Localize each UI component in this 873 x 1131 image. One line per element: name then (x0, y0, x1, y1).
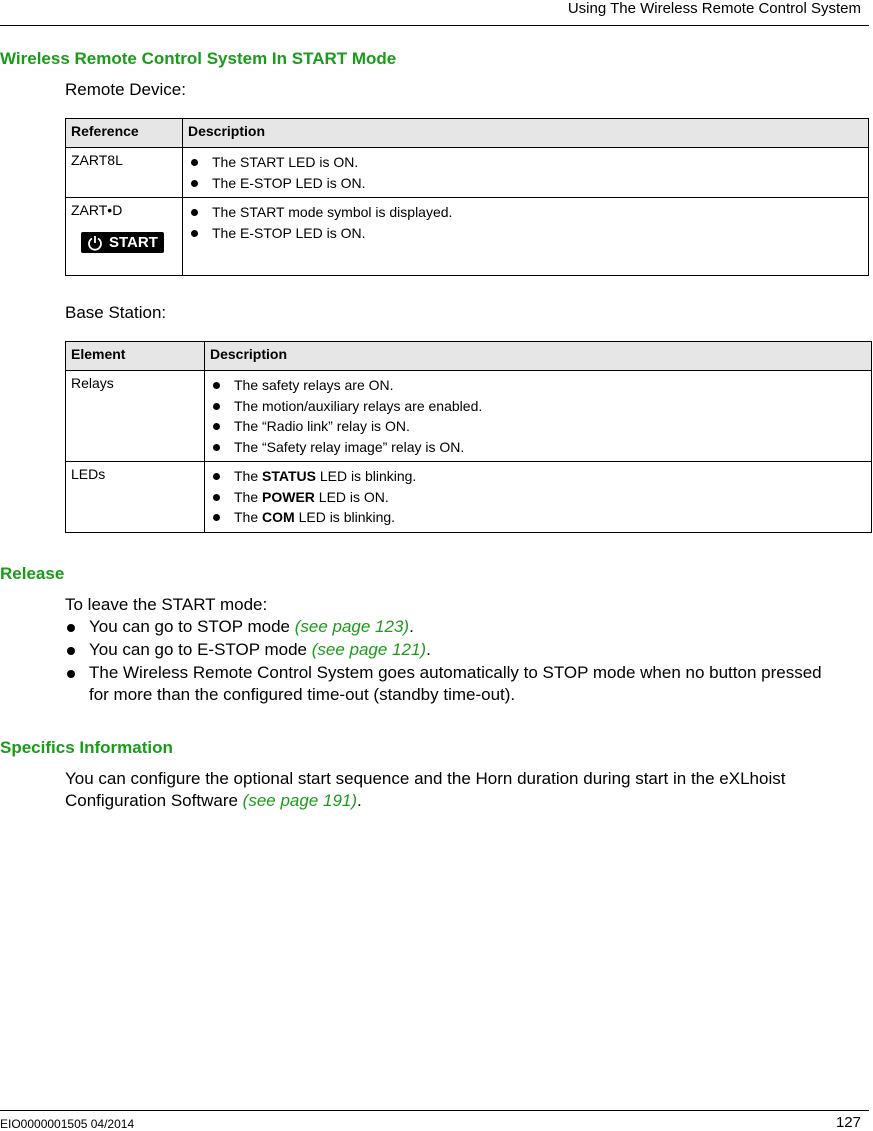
item-text: . (409, 617, 414, 636)
remote-device-table (65, 118, 869, 276)
led-name: POWER (262, 488, 315, 505)
paragraph-text: You can configure the optional start sequence and the Horn duration during start in the eXLhoist Configuration Software (65, 769, 786, 810)
description-list (188, 152, 863, 193)
reference-cell (66, 198, 183, 276)
list-item: The “Radio link” relay is ON. (210, 416, 866, 437)
item-text: The (234, 468, 263, 484)
column-header-reference: Reference (66, 119, 183, 148)
table-row (66, 371, 872, 462)
power-icon (87, 235, 103, 251)
release-intro: To leave the START mode: (65, 595, 268, 614)
list-item: The E-STOP LED is ON. (188, 173, 863, 194)
section-title-specifics: Specifics Information (0, 738, 173, 757)
paragraph-text: . (357, 791, 362, 810)
base-station-table (65, 341, 872, 533)
list-item: The E-STOP LED is ON. (188, 223, 863, 244)
base-station-label: Base Station: (65, 303, 167, 322)
release-list (65, 616, 845, 707)
column-header-description: Description (183, 119, 869, 148)
item-text: LED is blinking. (294, 509, 396, 525)
reference-cell: ZART8L (66, 148, 183, 198)
see-page-191-link[interactable]: (see page 191) (242, 791, 358, 810)
column-header-element: Element (66, 342, 205, 371)
column-header-description: Description (205, 342, 872, 371)
list-item (210, 466, 866, 487)
item-text: LED is blinking. (315, 468, 417, 484)
description-cell (205, 462, 872, 533)
specifics-paragraph (65, 768, 865, 812)
item-text: The (234, 488, 263, 505)
description-cell (183, 198, 869, 276)
list-item: The motion/auxiliary relays are enabled. (210, 396, 866, 417)
item-text: . (426, 640, 431, 659)
item-text: You can go to STOP mode (89, 617, 295, 636)
table-row (66, 148, 869, 198)
element-cell: Relays (66, 371, 205, 462)
list-item: The safety relays are ON. (210, 375, 866, 396)
list-item (65, 616, 845, 638)
table-header-row (66, 119, 869, 148)
description-list (188, 202, 863, 243)
description-cell (205, 371, 872, 462)
description-list (210, 375, 866, 457)
footer-divider (0, 1110, 869, 1111)
section-title-start-mode: Wireless Remote Control System In START Mode (0, 49, 397, 68)
table-row (66, 462, 872, 533)
led-name: COM (262, 509, 295, 525)
item-text: You can go to E-STOP mode (89, 640, 312, 659)
list-item: The START LED is ON. (188, 152, 863, 173)
page-number: 127 (835, 1114, 861, 1131)
list-item (65, 639, 845, 661)
element-cell: LEDs (66, 462, 205, 533)
remote-device-label: Remote Device: (65, 80, 186, 99)
item-text: LED is ON. (314, 488, 389, 505)
running-header: Using The Wireless Remote Control System (567, 0, 861, 17)
description-list (210, 466, 866, 528)
start-badge-label: START (109, 234, 158, 251)
list-item: The “Safety relay image” relay is ON. (210, 437, 866, 458)
see-page-123-link[interactable]: (see page 123) (294, 617, 410, 636)
led-name: STATUS (262, 468, 316, 484)
section-title-release: Release (0, 564, 65, 583)
table-header-row (66, 342, 872, 371)
header-divider (0, 25, 869, 26)
start-mode-symbol (81, 232, 164, 253)
list-item: The Wireless Remote Control System goes automatically to STOP mode when no button pressed for more than the configured time-out (standby time-out). (65, 662, 845, 706)
see-page-121-link[interactable]: (see page 121) (311, 640, 427, 659)
item-text: The (234, 509, 263, 525)
list-item (210, 487, 866, 508)
description-cell (183, 148, 869, 198)
list-item (210, 507, 866, 528)
list-item: The START mode symbol is displayed. (188, 202, 863, 223)
table-row (66, 198, 869, 276)
document-id: EIO0000001505 04/2014 (0, 1117, 135, 1131)
reference-text: ZART•D (71, 202, 123, 218)
